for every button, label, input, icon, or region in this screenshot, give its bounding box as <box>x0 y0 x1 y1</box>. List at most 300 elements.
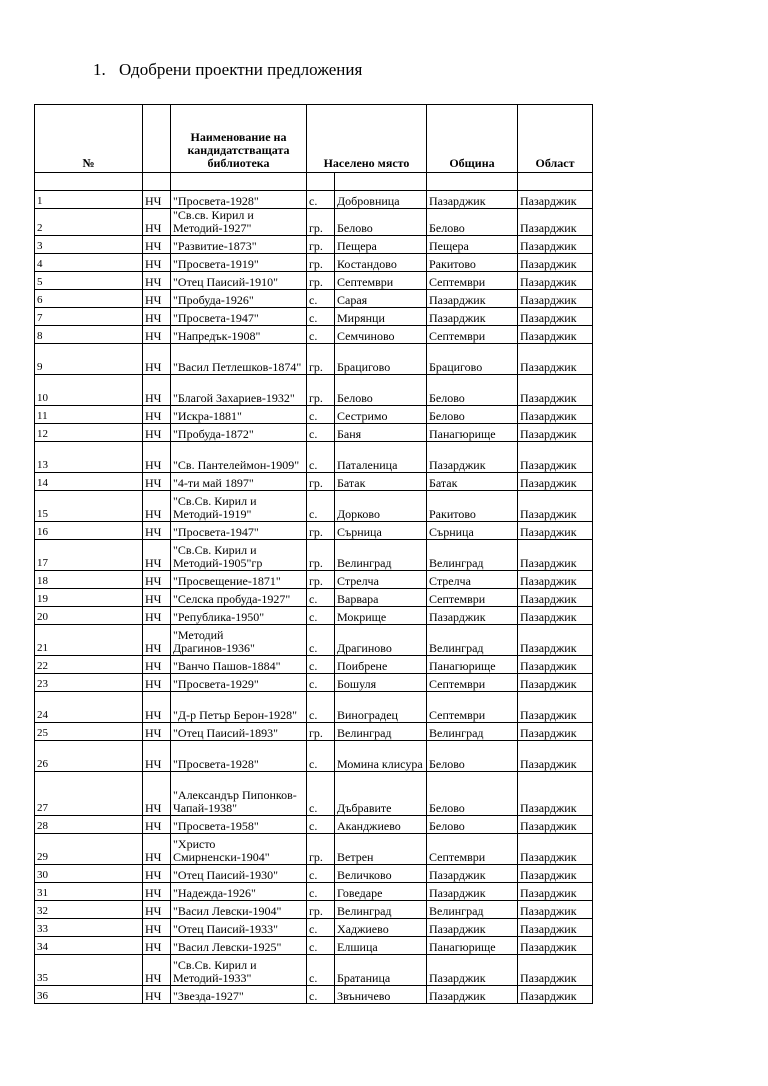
region-cell: Пазарджик <box>518 424 593 442</box>
number-cell: 24 <box>35 692 143 723</box>
number-cell: 25 <box>35 723 143 741</box>
settlement-cell: Сестримо <box>335 406 427 424</box>
settlement-cell: Сарая <box>335 290 427 308</box>
settlement-cell: Говедаре <box>335 883 427 901</box>
municipality-cell: Септември <box>427 674 518 692</box>
municipality-cell: Сърница <box>427 522 518 540</box>
library-name-cell: "Св.св. Кирил и Методий-1927" <box>171 209 307 236</box>
header-region: Област <box>518 105 593 173</box>
region-cell: Пазарджик <box>518 986 593 1004</box>
settlement-kind-cell: с. <box>307 865 335 883</box>
settlement-kind-cell: с. <box>307 772 335 816</box>
header-number: № <box>35 105 143 173</box>
library-name-cell: "Република-1950" <box>171 607 307 625</box>
type-cell: НЧ <box>143 692 171 723</box>
library-name-cell: "Св.Св. Кирил и Методий-1905"гр <box>171 540 307 571</box>
settlement-kind-cell: с. <box>307 937 335 955</box>
municipality-cell: Септември <box>427 272 518 290</box>
header-settlement: Населено място <box>307 105 427 173</box>
number-cell: 22 <box>35 656 143 674</box>
library-name-cell: "Просвета-1947" <box>171 522 307 540</box>
region-cell: Пазарджик <box>518 522 593 540</box>
type-cell: НЧ <box>143 290 171 308</box>
municipality-cell: Пазарджик <box>427 865 518 883</box>
region-cell: Пазарджик <box>518 607 593 625</box>
type-cell: НЧ <box>143 607 171 625</box>
type-cell: НЧ <box>143 442 171 473</box>
table-row <box>35 522 593 540</box>
type-cell: НЧ <box>143 272 171 290</box>
region-cell: Пазарджик <box>518 491 593 522</box>
region-cell: Пазарджик <box>518 883 593 901</box>
table-row <box>35 540 593 571</box>
library-name-cell: "Искра-1881" <box>171 406 307 424</box>
region-cell: Пазарджик <box>518 236 593 254</box>
settlement-cell: Костандово <box>335 254 427 272</box>
number-cell: 21 <box>35 625 143 656</box>
region-cell: Пазарджик <box>518 540 593 571</box>
settlement-cell: Виноградец <box>335 692 427 723</box>
type-cell: НЧ <box>143 191 171 209</box>
region-cell: Пазарджик <box>518 290 593 308</box>
municipality-cell: Велинград <box>427 901 518 919</box>
type-cell: НЧ <box>143 865 171 883</box>
settlement-cell: Добровница <box>335 191 427 209</box>
settlement-kind-cell: с. <box>307 308 335 326</box>
settlement-kind-cell: гр. <box>307 540 335 571</box>
region-cell: Пазарджик <box>518 692 593 723</box>
type-cell: НЧ <box>143 955 171 986</box>
settlement-kind-cell: гр. <box>307 522 335 540</box>
region-cell: Пазарджик <box>518 375 593 406</box>
settlement-cell: Паталеница <box>335 442 427 473</box>
municipality-cell: Белово <box>427 741 518 772</box>
settlement-kind-cell: гр. <box>307 236 335 254</box>
settlement-cell: Пещера <box>335 236 427 254</box>
number-cell: 31 <box>35 883 143 901</box>
settlement-cell: Поибрене <box>335 656 427 674</box>
settlement-cell: Брацигово <box>335 344 427 375</box>
settlement-kind-cell: с. <box>307 607 335 625</box>
type-cell: НЧ <box>143 308 171 326</box>
type-cell: НЧ <box>143 491 171 522</box>
settlement-kind-cell: с. <box>307 883 335 901</box>
municipality-cell: Септември <box>427 834 518 865</box>
number-cell: 23 <box>35 674 143 692</box>
settlement-kind-cell: с. <box>307 290 335 308</box>
library-name-cell: "Звезда-1927" <box>171 986 307 1004</box>
settlement-cell: Дъбравите <box>335 772 427 816</box>
table-row <box>35 834 593 865</box>
blank-row <box>35 173 593 191</box>
settlement-kind-cell: с. <box>307 674 335 692</box>
number-cell: 8 <box>35 326 143 344</box>
table-row <box>35 209 593 236</box>
table-row <box>35 254 593 272</box>
table-row <box>35 816 593 834</box>
region-cell: Пазарджик <box>518 272 593 290</box>
table-row <box>35 236 593 254</box>
projects-table <box>34 104 593 1004</box>
region-cell: Пазарджик <box>518 625 593 656</box>
library-name-cell: "Александър Пипонков-Чапай-1938" <box>171 772 307 816</box>
settlement-kind-cell: с. <box>307 816 335 834</box>
region-cell: Пазарджик <box>518 326 593 344</box>
library-name-cell: "Св.Св. Кирил и Методий-1933" <box>171 955 307 986</box>
settlement-kind-cell: с. <box>307 191 335 209</box>
settlement-kind-cell: с. <box>307 442 335 473</box>
library-name-cell: "Методий Драгинов-1936" <box>171 625 307 656</box>
table-row <box>35 272 593 290</box>
library-name-cell: "Просвещение-1871" <box>171 571 307 589</box>
settlement-cell: Величково <box>335 865 427 883</box>
number-cell: 32 <box>35 901 143 919</box>
table-row <box>35 424 593 442</box>
type-cell: НЧ <box>143 540 171 571</box>
type-cell: НЧ <box>143 772 171 816</box>
municipality-cell: Белово <box>427 816 518 834</box>
settlement-kind-cell: с. <box>307 986 335 1004</box>
region-cell: Пазарджик <box>518 254 593 272</box>
settlement-kind-cell: гр. <box>307 834 335 865</box>
region-cell: Пазарджик <box>518 741 593 772</box>
type-cell: НЧ <box>143 937 171 955</box>
settlement-kind-cell: гр. <box>307 254 335 272</box>
settlement-cell: Братаница <box>335 955 427 986</box>
settlement-cell: Велинград <box>335 723 427 741</box>
settlement-cell: Велинград <box>335 540 427 571</box>
table-row <box>35 919 593 937</box>
municipality-cell: Белово <box>427 406 518 424</box>
municipality-cell: Септември <box>427 326 518 344</box>
library-name-cell: "Д-р Петър Берон-1928" <box>171 692 307 723</box>
header-municipality: Община <box>427 105 518 173</box>
settlement-kind-cell: с. <box>307 424 335 442</box>
number-cell: 29 <box>35 834 143 865</box>
settlement-cell: Белово <box>335 375 427 406</box>
settlement-kind-cell: гр. <box>307 571 335 589</box>
type-cell: НЧ <box>143 674 171 692</box>
municipality-cell: Ракитово <box>427 254 518 272</box>
municipality-cell: Батак <box>427 473 518 491</box>
table-row <box>35 955 593 986</box>
settlement-cell: Мирянци <box>335 308 427 326</box>
number-cell: 26 <box>35 741 143 772</box>
table-row <box>35 406 593 424</box>
settlement-kind-cell: с. <box>307 326 335 344</box>
municipality-cell: Пазарджик <box>427 442 518 473</box>
settlement-cell: Сърница <box>335 522 427 540</box>
library-name-cell: "Просвета-1947" <box>171 308 307 326</box>
region-cell: Пазарджик <box>518 937 593 955</box>
library-name-cell: "Отец Паисий-1933" <box>171 919 307 937</box>
library-name-cell: "Просвета-1929" <box>171 674 307 692</box>
type-cell: НЧ <box>143 236 171 254</box>
municipality-cell: Ракитово <box>427 491 518 522</box>
library-name-cell: "Развитие-1873" <box>171 236 307 254</box>
library-name-cell: "Св.Св. Кирил и Методий-1919" <box>171 491 307 522</box>
municipality-cell: Септември <box>427 692 518 723</box>
type-cell: НЧ <box>143 571 171 589</box>
library-name-cell: "Христо Смирненски-1904" <box>171 834 307 865</box>
municipality-cell: Белово <box>427 772 518 816</box>
table-row <box>35 625 593 656</box>
region-cell: Пазарджик <box>518 816 593 834</box>
settlement-cell: Аканджиево <box>335 816 427 834</box>
settlement-cell: Елшица <box>335 937 427 955</box>
table-row <box>35 473 593 491</box>
region-cell: Пазарджик <box>518 406 593 424</box>
municipality-cell: Велинград <box>427 625 518 656</box>
settlement-cell: Баня <box>335 424 427 442</box>
library-name-cell: "Надежда-1926" <box>171 883 307 901</box>
table-row <box>35 491 593 522</box>
municipality-cell: Пазарджик <box>427 607 518 625</box>
number-cell: 5 <box>35 272 143 290</box>
settlement-kind-cell: с. <box>307 692 335 723</box>
settlement-kind-cell: с. <box>307 625 335 656</box>
number-cell: 33 <box>35 919 143 937</box>
library-name-cell: "Просвета-1958" <box>171 816 307 834</box>
municipality-cell: Белово <box>427 375 518 406</box>
municipality-cell: Пазарджик <box>427 986 518 1004</box>
settlement-cell: Велинград <box>335 901 427 919</box>
settlement-kind-cell: гр. <box>307 209 335 236</box>
number-cell: 2 <box>35 209 143 236</box>
type-cell: НЧ <box>143 741 171 772</box>
region-cell: Пазарджик <box>518 919 593 937</box>
type-cell: НЧ <box>143 254 171 272</box>
municipality-cell: Пазарджик <box>427 308 518 326</box>
table-row <box>35 937 593 955</box>
settlement-cell: Ветрен <box>335 834 427 865</box>
header-library-name: Наименование на кандидатстващата библиотека <box>171 105 307 173</box>
section-heading <box>93 60 362 80</box>
region-cell: Пазарджик <box>518 344 593 375</box>
table-row <box>35 723 593 741</box>
number-cell: 15 <box>35 491 143 522</box>
table-row <box>35 442 593 473</box>
number-cell: 20 <box>35 607 143 625</box>
settlement-cell: Белово <box>335 209 427 236</box>
table-row <box>35 741 593 772</box>
type-cell: НЧ <box>143 522 171 540</box>
library-name-cell: "Просвета-1919" <box>171 254 307 272</box>
type-cell: НЧ <box>143 375 171 406</box>
number-cell: 34 <box>35 937 143 955</box>
settlement-kind-cell: с. <box>307 919 335 937</box>
region-cell: Пазарджик <box>518 955 593 986</box>
header-row <box>35 105 593 173</box>
library-name-cell: "Ванчо Пашов-1884" <box>171 656 307 674</box>
library-name-cell: "Отец Паисий-1930" <box>171 865 307 883</box>
library-name-cell: "Отец Паисий-1893" <box>171 723 307 741</box>
municipality-cell: Белово <box>427 209 518 236</box>
number-cell: 13 <box>35 442 143 473</box>
municipality-cell: Велинград <box>427 723 518 741</box>
table-row <box>35 656 593 674</box>
type-cell: НЧ <box>143 424 171 442</box>
settlement-kind-cell: гр. <box>307 344 335 375</box>
settlement-cell: Бошуля <box>335 674 427 692</box>
library-name-cell: "Благой Захариев-1932" <box>171 375 307 406</box>
settlement-kind-cell: гр. <box>307 473 335 491</box>
section-number: 1. <box>93 60 106 79</box>
library-name-cell: "Васил Левски-1904" <box>171 901 307 919</box>
settlement-kind-cell: с. <box>307 491 335 522</box>
settlement-cell: Хаджиево <box>335 919 427 937</box>
table-row <box>35 772 593 816</box>
table-row <box>35 290 593 308</box>
library-name-cell: "4-ти май 1897" <box>171 473 307 491</box>
section-title: Одобрени проектни предложения <box>119 60 363 79</box>
settlement-cell: Звъничево <box>335 986 427 1004</box>
number-cell: 7 <box>35 308 143 326</box>
type-cell: НЧ <box>143 344 171 375</box>
header-type <box>143 105 171 173</box>
library-name-cell: "Васил Левски-1925" <box>171 937 307 955</box>
table-row <box>35 589 593 607</box>
municipality-cell: Септември <box>427 589 518 607</box>
type-cell: НЧ <box>143 589 171 607</box>
library-name-cell: "Пробуда-1872" <box>171 424 307 442</box>
table-row <box>35 308 593 326</box>
type-cell: НЧ <box>143 986 171 1004</box>
settlement-kind-cell: с. <box>307 589 335 607</box>
type-cell: НЧ <box>143 816 171 834</box>
type-cell: НЧ <box>143 656 171 674</box>
number-cell: 27 <box>35 772 143 816</box>
municipality-cell: Брацигово <box>427 344 518 375</box>
region-cell: Пазарджик <box>518 834 593 865</box>
table-row <box>35 191 593 209</box>
settlement-cell: Батак <box>335 473 427 491</box>
table-row <box>35 375 593 406</box>
table-row <box>35 571 593 589</box>
number-cell: 36 <box>35 986 143 1004</box>
type-cell: НЧ <box>143 919 171 937</box>
number-cell: 4 <box>35 254 143 272</box>
municipality-cell: Пазарджик <box>427 955 518 986</box>
municipality-cell: Пазарджик <box>427 883 518 901</box>
region-cell: Пазарджик <box>518 723 593 741</box>
library-name-cell: "Васил Петлешков-1874" <box>171 344 307 375</box>
type-cell: НЧ <box>143 209 171 236</box>
number-cell: 16 <box>35 522 143 540</box>
settlement-cell: Мокрище <box>335 607 427 625</box>
type-cell: НЧ <box>143 901 171 919</box>
type-cell: НЧ <box>143 625 171 656</box>
number-cell: 11 <box>35 406 143 424</box>
library-name-cell: "Св. Пантелеймон-1909" <box>171 442 307 473</box>
settlement-kind-cell: гр. <box>307 901 335 919</box>
type-cell: НЧ <box>143 883 171 901</box>
settlement-cell: Варвара <box>335 589 427 607</box>
settlement-cell: Драгиново <box>335 625 427 656</box>
type-cell: НЧ <box>143 723 171 741</box>
settlement-kind-cell: с. <box>307 741 335 772</box>
library-name-cell: "Напредък-1908" <box>171 326 307 344</box>
table-row <box>35 901 593 919</box>
library-name-cell: "Просвета-1928" <box>171 191 307 209</box>
region-cell: Пазарджик <box>518 308 593 326</box>
municipality-cell: Велинград <box>427 540 518 571</box>
municipality-cell: Стрелча <box>427 571 518 589</box>
table-row <box>35 986 593 1004</box>
number-cell: 17 <box>35 540 143 571</box>
municipality-cell: Панагюрище <box>427 937 518 955</box>
number-cell: 14 <box>35 473 143 491</box>
region-cell: Пазарджик <box>518 656 593 674</box>
table-row <box>35 326 593 344</box>
municipality-cell: Панагюрище <box>427 424 518 442</box>
region-cell: Пазарджик <box>518 209 593 236</box>
settlement-kind-cell: с. <box>307 656 335 674</box>
table-row <box>35 883 593 901</box>
settlement-kind-cell: гр. <box>307 272 335 290</box>
number-cell: 28 <box>35 816 143 834</box>
table-row <box>35 607 593 625</box>
settlement-cell: Септември <box>335 272 427 290</box>
number-cell: 19 <box>35 589 143 607</box>
municipality-cell: Пазарджик <box>427 191 518 209</box>
library-name-cell: "Селска пробуда-1927" <box>171 589 307 607</box>
number-cell: 10 <box>35 375 143 406</box>
region-cell: Пазарджик <box>518 191 593 209</box>
number-cell: 35 <box>35 955 143 986</box>
region-cell: Пазарджик <box>518 772 593 816</box>
region-cell: Пазарджик <box>518 865 593 883</box>
settlement-kind-cell: с. <box>307 955 335 986</box>
type-cell: НЧ <box>143 406 171 424</box>
settlement-cell: Дорково <box>335 491 427 522</box>
type-cell: НЧ <box>143 326 171 344</box>
number-cell: 6 <box>35 290 143 308</box>
number-cell: 18 <box>35 571 143 589</box>
settlement-kind-cell: с. <box>307 406 335 424</box>
library-name-cell: "Отец Паисий-1910" <box>171 272 307 290</box>
region-cell: Пазарджик <box>518 442 593 473</box>
municipality-cell: Панагюрище <box>427 656 518 674</box>
table-row <box>35 674 593 692</box>
region-cell: Пазарджик <box>518 473 593 491</box>
settlement-kind-cell: гр. <box>307 723 335 741</box>
library-name-cell: "Пробуда-1926" <box>171 290 307 308</box>
number-cell: 1 <box>35 191 143 209</box>
number-cell: 3 <box>35 236 143 254</box>
settlement-cell: Семчиново <box>335 326 427 344</box>
table-body <box>35 191 593 1004</box>
table-row <box>35 865 593 883</box>
settlement-cell: Момина клисура <box>335 741 427 772</box>
table-row <box>35 344 593 375</box>
type-cell: НЧ <box>143 473 171 491</box>
number-cell: 12 <box>35 424 143 442</box>
number-cell: 9 <box>35 344 143 375</box>
region-cell: Пазарджик <box>518 674 593 692</box>
municipality-cell: Пещера <box>427 236 518 254</box>
table-row <box>35 692 593 723</box>
type-cell: НЧ <box>143 834 171 865</box>
settlement-cell: Стрелча <box>335 571 427 589</box>
library-name-cell: "Просвета-1928" <box>171 741 307 772</box>
municipality-cell: Пазарджик <box>427 290 518 308</box>
number-cell: 30 <box>35 865 143 883</box>
region-cell: Пазарджик <box>518 901 593 919</box>
municipality-cell: Пазарджик <box>427 919 518 937</box>
region-cell: Пазарджик <box>518 571 593 589</box>
settlement-kind-cell: гр. <box>307 375 335 406</box>
